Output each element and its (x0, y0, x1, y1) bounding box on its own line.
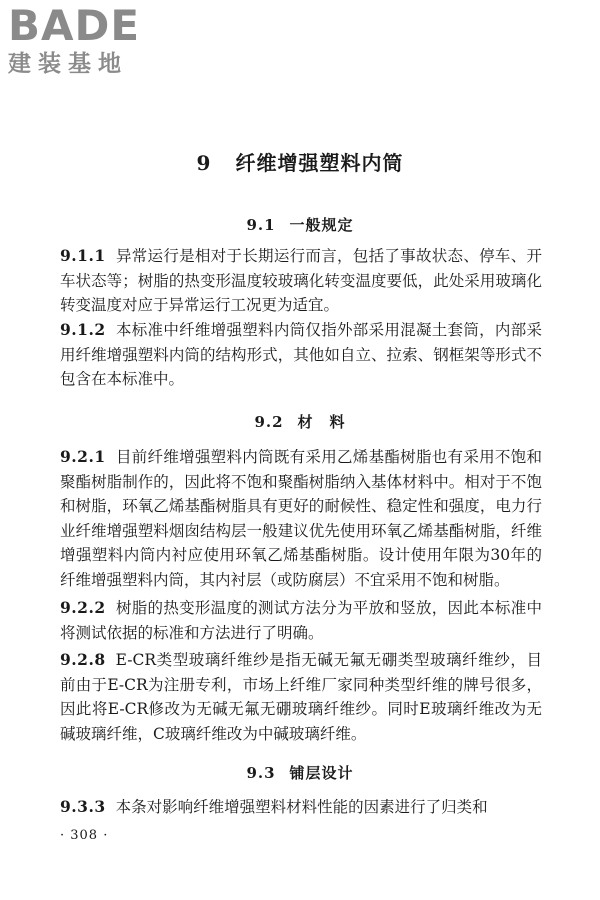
section-number: 9.3 (246, 764, 276, 782)
logo-wordmark: BADE (8, 1, 141, 50)
clause-text: 本标准中纤维增强塑料内筒仅指外部采用混凝土套筒，内部采用纤维增强塑料内筒的结构形式，其他如自立、拉索、钢框架等形式不包含在本标准中。 (60, 321, 542, 388)
clause-number: 9.3.3 (60, 797, 106, 816)
clause-paragraph (60, 648, 542, 746)
clause-text: E-CR类型玻璃纤维纱是指无碱无氟无硼类型玻璃纤维纱，目前由于E-CR为注册专利，市场上纤维厂家同种类型纤维的牌号很多，因此将E-CR修改为无碱无氟无硼玻璃纤维纱。同时E玻璃纤维改为无碱玻璃纤维，C玻璃纤维改为中碱玻璃纤维。 (60, 651, 542, 743)
section-heading (0, 411, 600, 432)
clause-text: 树脂的热变形温度的测试方法分为平放和竖放，因此本标准中将测试依据的标准和方法进行了明确。 (60, 599, 542, 642)
clause-number: 9.1.2 (60, 320, 106, 339)
section-title: 材 料 (297, 413, 346, 431)
section-heading (0, 762, 600, 783)
section-title: 铺层设计 (289, 764, 354, 782)
clause-paragraph (60, 795, 542, 820)
chapter-title: 纤维增强塑料内筒 (235, 151, 404, 175)
section-number: 9.2 (254, 413, 284, 431)
clause-paragraph (60, 244, 542, 318)
section-heading (0, 214, 600, 235)
publisher-logo (8, 1, 178, 78)
section-title: 一般规定 (289, 216, 354, 234)
clause-text: 目前纤维增强塑料内筒既有采用乙烯基酯树脂也有采用不饱和聚酯树脂制作的，因此将不饱和聚酯树脂纳入基体材料中。相对于不饱和树脂，环氧乙烯基酯树脂具有更好的耐候性、稳定性和强度，电力行业纤维增强塑料烟囱结构层一般建议优先使用环氧乙烯基酯树脂，纤维增强塑料内筒内衬应使用环氧乙烯基酯树脂。设计使用年限为30年的纤维增强塑料内筒，其内衬层（或防腐层）不宜采用不饱和树脂。 (60, 448, 542, 589)
clause-number: 9.1.1 (60, 246, 106, 265)
page-number: · 308 · (60, 828, 109, 843)
clause-number: 9.2.8 (60, 650, 106, 669)
clause-paragraph (60, 596, 542, 645)
clause-number: 9.2.1 (60, 447, 106, 466)
clause-paragraph (60, 445, 542, 592)
chapter-heading (0, 147, 600, 176)
clause-number: 9.2.2 (60, 598, 106, 617)
chapter-number: 9 (196, 151, 212, 175)
clause-paragraph (60, 318, 542, 392)
clause-text: 异常运行是相对于长期运行而言，包括了事故状态、停车、开车状态等；树脂的热变形温度较玻璃化转变温度要低，此处采用玻璃化转变温度对应于异常运行工况更为适宜。 (60, 247, 542, 314)
clause-text: 本条对影响纤维增强塑料材料性能的因素进行了归类和 (115, 798, 488, 816)
logo-subtitle: 建装基地 (8, 51, 128, 77)
section-number: 9.1 (246, 216, 276, 234)
